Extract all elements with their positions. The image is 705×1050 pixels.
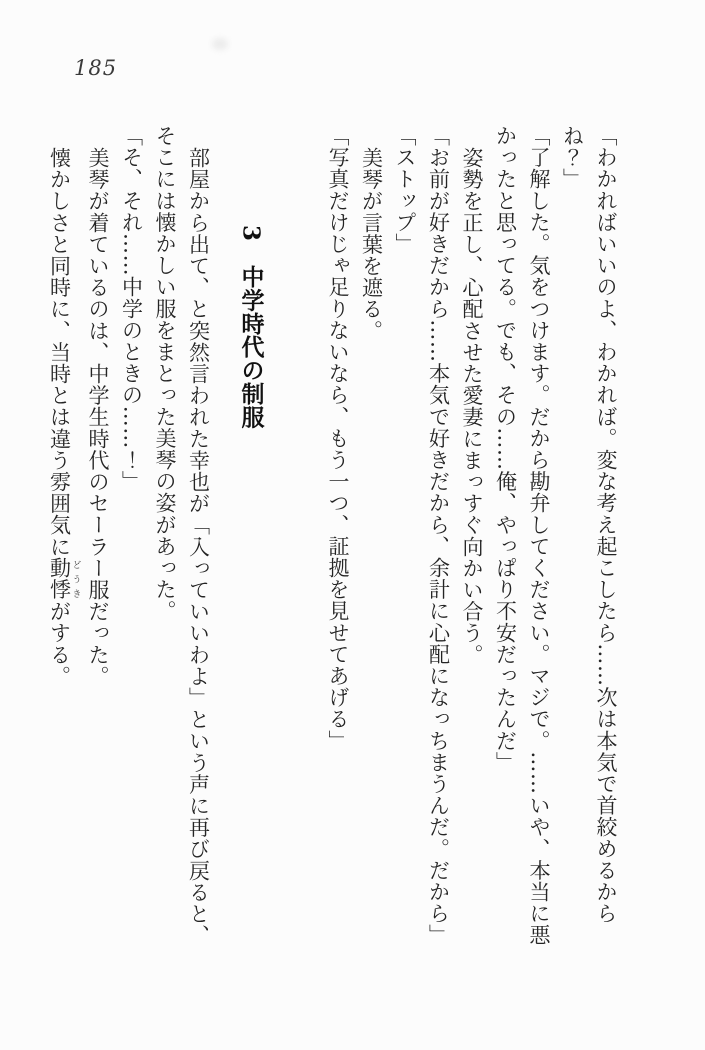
text-line: 懐かしさと同時に、当時とは違う雰囲気に動悸 どうきがする。	[47, 147, 81, 688]
paragraph-narration	[42, 125, 81, 953]
paragraph-dialogue	[488, 125, 555, 953]
text-line: 美琴が言葉を遮る。	[359, 147, 384, 342]
paragraph-dialogue	[321, 125, 355, 953]
text-line: 部屋から出て、と突然言われた幸也が「入っていいわよ」という声に再び戻ると、	[186, 147, 211, 947]
page-number: 185	[74, 56, 118, 80]
paragraph-narration	[455, 125, 489, 953]
text-line: 「写真だけじゃ足りないなら、もう一つ、証拠を見せてあげる」	[326, 125, 350, 752]
text-line: 「ストップ」	[393, 125, 417, 255]
scan-smudge	[212, 38, 228, 50]
body-text	[42, 125, 622, 953]
text-line: 「わかればいいのよ、わかれば。変な考え起こしたら……次は本気で首絞めるから	[594, 125, 618, 925]
text-line: 「お前が好きだから……本気で好きだから、余計に心配になっちまうんだ。だから」	[426, 125, 451, 946]
text-line: ね？」	[560, 125, 585, 190]
paragraph-dialogue	[114, 125, 148, 953]
paragraph-narration	[354, 125, 388, 953]
text-line: 姿勢を正し、心配させた愛妻にまっすぐ向かい合う。	[460, 147, 484, 666]
paragraph-narration	[148, 125, 215, 953]
chapter-heading: 3 中学時代の制服	[237, 225, 265, 429]
text-line: 「了解した。気をつけます。だから勘弁してください。マジで。……いや、本当に悪	[527, 125, 551, 946]
text-line: かったと思ってる。でも、その……俺、やっぱり不安だったんだ」	[493, 125, 518, 773]
text-line: そこには懐かしい服をまとった美琴の姿があった。	[153, 125, 177, 622]
text-line: 「そ、それ……中学のときの……！」	[119, 125, 144, 493]
paragraph-narration	[81, 125, 115, 953]
ruby-annotated-word: 動悸 どうき	[47, 557, 81, 601]
paragraph-dialogue	[421, 125, 455, 953]
text-line: 美琴が着ているのは、中学生時代のセーラー服だった。	[86, 147, 110, 687]
paragraph-dialogue	[555, 125, 622, 953]
paragraph-dialogue	[388, 125, 422, 953]
